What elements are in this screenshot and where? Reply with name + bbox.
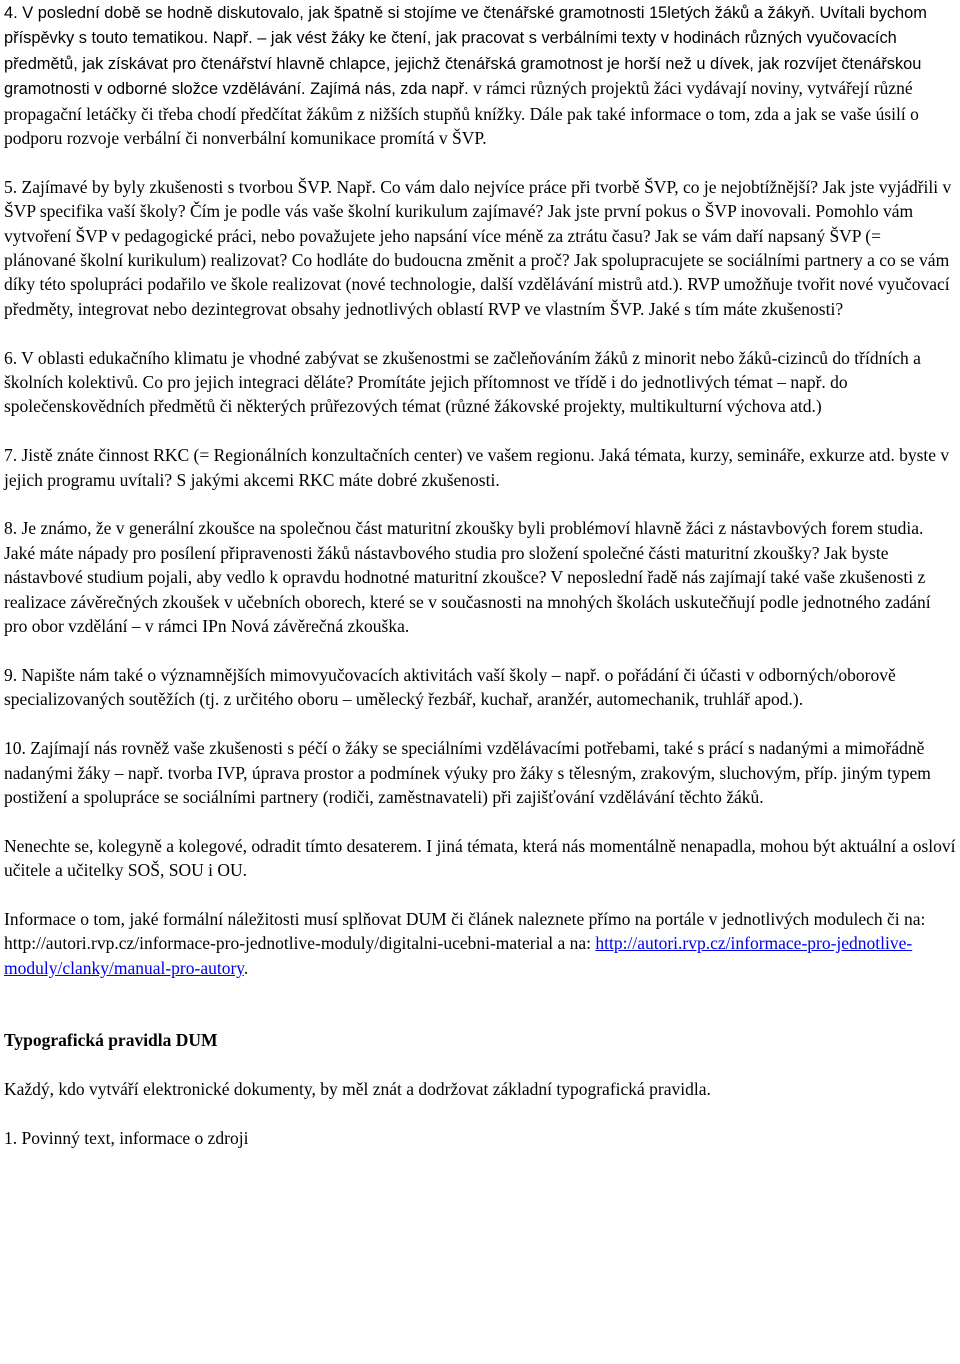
list-item-1: 1. Povinný text, informace o zdroji (4, 1127, 249, 1148)
paragraph-10: 10. Zajímají nás rovněž vaše zkušenosti s péčí o žáky se speciálními vzdělávacími potřebami, také s prácí s nadanými a mimořádně nadanými žáky – např. tvorba IVP, úprava prostor a podmínek výuky pro žáky s tělesným, zrakovým, sluchovým, příp. jiným typem postižení a spolupráce se sociálními partnery (rodiči, zaměstnavateli) při zajišťování vzdělávání těchto žáků. (4, 738, 931, 807)
paragraph-6: 6. V oblasti edukačního klimatu je vhodné zabývat se zkušenostmi se začleňováním žáků z minorit nebo žáků-cizinců do třídních a školních kolektivů. Co pro jejich integraci děláte? Promítáte jejich přítomnost ve třídě i do jednotlivých témat – např. do společenskovědních předmětů či některých průřezových témat (různé žákovské projekty, multikulturní výchova atd.) (4, 347, 921, 417)
document-page (4, 0, 956, 1150)
paragraph-9: 9. Napište nám také o významnějších mimovyučovacích aktivitách vaší školy – např. o pořádání či účasti v odborných/oborově specializovaných soutěžích (tj. z určitého oboru – umělecký řezbář, kuchař, aranžér, automechanik, truhlář apod.). (4, 664, 896, 710)
info-tail: . (243, 957, 249, 978)
paragraph-7: 7. Jistě znáte činnost RKC (= Regionálních konzultačních center) ve vašem regionu. Jaká témata, kurzy, semináře, exkurze atd. byste v jejich programu uvítali? S jakými akcemi RKC máte dobré zkušenosti. (4, 445, 950, 490)
info-text: Informace o tom, jaké formální náležitosti musí splňovat DUM či článek naleznete přímo na portále v jednotlivých modulech či na: http://autori.rvp.cz/informace-pro-jednotlive-moduly/digitalni-ucebni-material a na: (4, 908, 926, 954)
intro-paragraph: Každý, kdo vytváří elektronické dokumenty, by měl znát a dodržovat základní typografická pravidla. (4, 1078, 711, 1099)
paragraph-4-sans-part: 4. V poslední době se hodně diskutovalo, jak špatně si stojíme ve čtenářské gramotnosti 15letých žáků a žákyň. Uvítali bychom příspěvky s touto tematikou. Např. – jak vést žáky ke čtení, jak pracovat s verbálními texty v hodinách různých vyučovacích předmětů, jak získávat pro čtenářství hlavně chlapce, jejichž čtenářská gramotnost je horší než u dívek, jak rozvíjet čtenářskou gramotnosti v odborné složce vzdělávání. Zajímá nás, zda např. (4, 4, 927, 99)
info-paragraph (4, 907, 956, 980)
paragraph-8: 8. Je známo, že v generální zkoušce na společnou část maturitní zkoušky byli problémoví hlavně žáci z nástavbových forem studia. Jaké máte nápady pro posílení připravenosti žáků nástavbového studia pro složení společné části maturitní zkoušky? Jak byste nástavbové studium pojali, aby vedlo k opravdu hodnotné maturitní zkoušce? V neposlední řadě nás zajímají také vaše zkušenosti z realizace závěrečných zkoušek v učebních oborech, které se v současnosti na mnohých školách uskutečňují podle jednotného zadání pro obor vzdělání – v rámci IPn Nová závěrečná zkouška. (4, 518, 931, 637)
paragraph-4 (4, 0, 956, 150)
section-heading: Typografická pravidla DUM (4, 1030, 218, 1051)
appeal-paragraph: Nenechte se, kolegyně a kolegové, odradit tímto desaterem. I jiná témata, která nás momentálně nenapadla, mohou být aktuální a osloví učitele a učitelky SOŠ, SOU i OU. (4, 835, 956, 881)
manual-link[interactable]: http://autori.rvp.cz/informace-pro-jednotlive-moduly/clanky/manual-pro-autory (4, 933, 913, 978)
paragraph-4-serif-part: v rámci různých projektů žáci vydávají noviny, vytvářejí různé propagační letáčky či třeba chodí předčítat žákům z nižších stupňů knížky. Dále pak také informace o tom, zda a jak se vaše úsilí o podporu rozvoje verbální či nonverbální komunikace promítá v ŠVP. (4, 78, 919, 149)
paragraph-5: 5. Zajímavé by byly zkušenosti s tvorbou ŠVP. Např. Co vám dalo nejvíce práce při tvorbě ŠVP, co je nejobtížnější? Jak jste vyjádřili v ŠVP specifika vaší školy? Čím je podle vás vaše školní kurikulum zajímavé? Jak jste první pokus o ŠVP inovovali. Pomohlo vám vytvoření ŠVP v pedagogické práci, nebo považujete jeho napsání více méně za ztrátu času? Jak se vám daří napsaný ŠVP (= plánované školní kurikulum) realizovat? Co hodláte do budoucna změnit a proč? Jak spolupracujete se sociálními partnery a co se vám díky této spolupráci podařilo ve škole realizovat (nové technologie, další vzdělávání mistrů atd.). RVP umožňuje tvořit nové vyučovací předměty, integrovat nebo dezintegrovat obsahy jednotlivých oblastí RVP ve vlastním ŠVP. Jaké s tím máte zkušenosti? (4, 176, 952, 319)
